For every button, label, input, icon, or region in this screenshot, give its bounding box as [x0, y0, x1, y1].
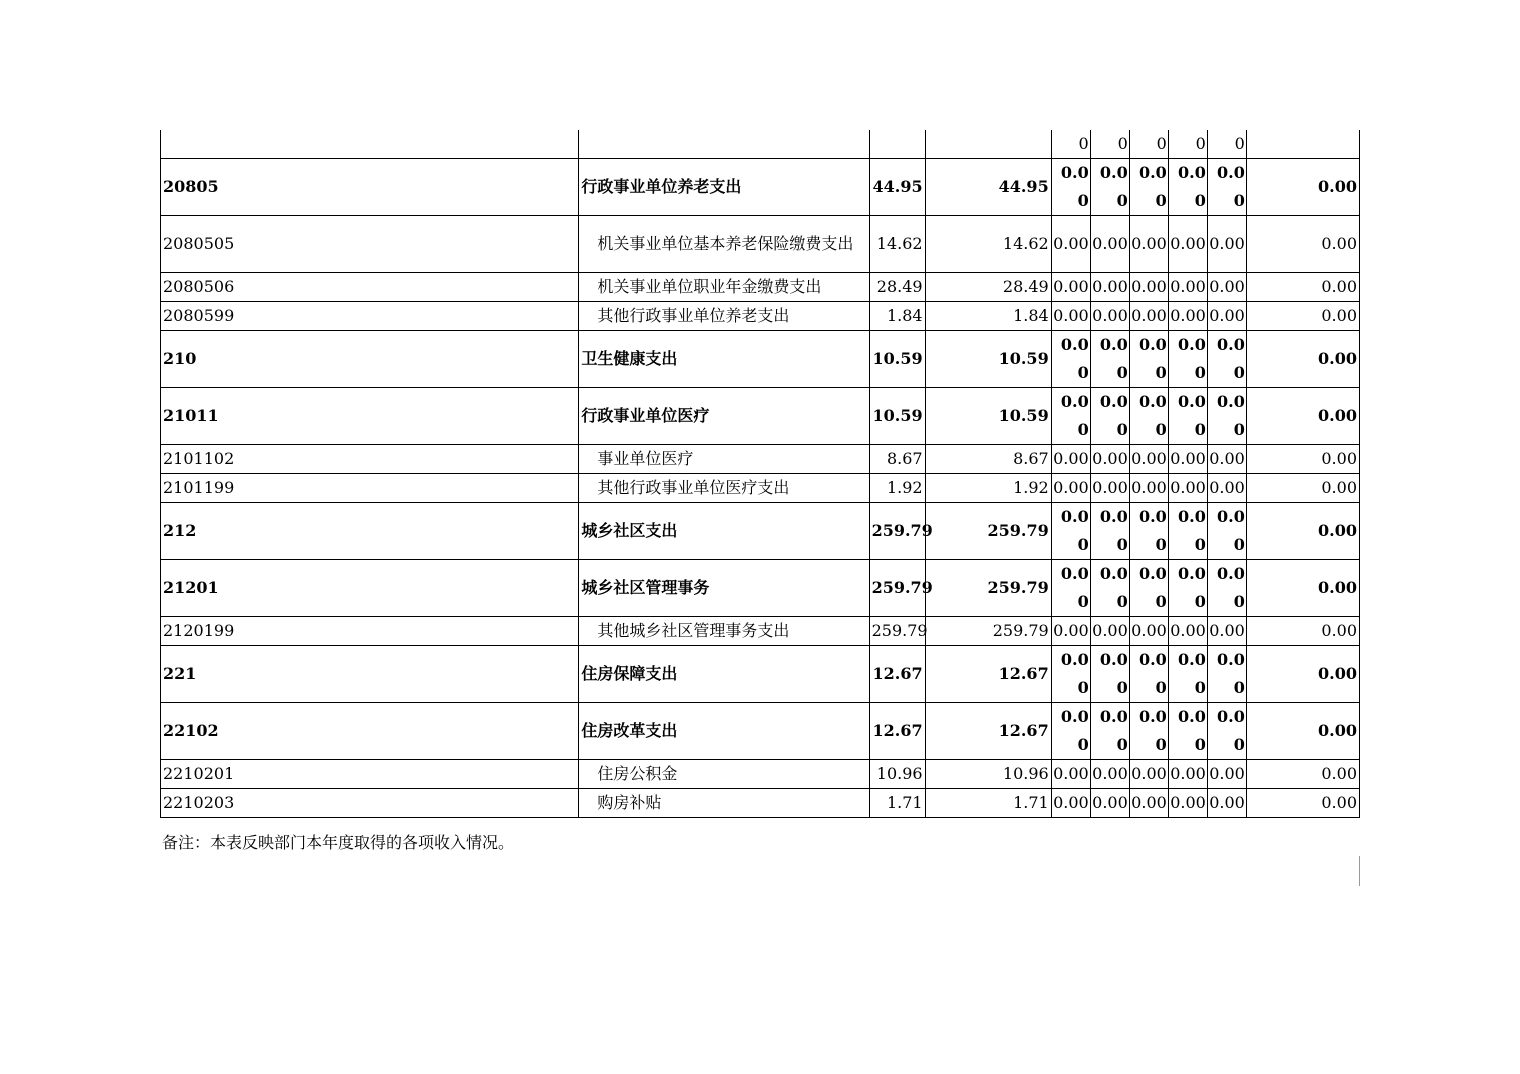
cell-code: 2101199: [161, 474, 579, 503]
cell-total: 44.95: [869, 159, 925, 216]
cell-c3: 0.00: [1129, 445, 1168, 474]
cell-basic: 12.67: [925, 703, 1051, 760]
cell-c4: 0.00: [1168, 560, 1207, 617]
cell-code: 2080505: [161, 216, 579, 273]
table-row: [161, 216, 1360, 273]
cell-basic: [925, 130, 1051, 159]
page-divider: [1359, 856, 1360, 886]
cell-c2: 0.00: [1090, 159, 1129, 216]
table-row: [161, 646, 1360, 703]
cell-c1: 0.00: [1051, 273, 1090, 302]
cell-c4: 0.00: [1168, 646, 1207, 703]
cell-c4: 0.00: [1168, 474, 1207, 503]
cell-last: 0.00: [1246, 617, 1359, 646]
cell-c5: 0.00: [1207, 789, 1246, 818]
table-row: [161, 273, 1360, 302]
table-row: [161, 474, 1360, 503]
cell-c5: 0.00: [1207, 617, 1246, 646]
cell-c3: 0.00: [1129, 789, 1168, 818]
cell-last: 0.00: [1246, 159, 1359, 216]
cell-last: 0.00: [1246, 216, 1359, 273]
cell-last: 0.00: [1246, 789, 1359, 818]
cell-c3: 0.00: [1129, 617, 1168, 646]
cell-c1: 0.00: [1051, 302, 1090, 331]
cell-c5: 0.00: [1207, 560, 1246, 617]
cell-name: 购房补贴: [579, 789, 869, 818]
cell-c3: 0.00: [1129, 273, 1168, 302]
budget-table: [160, 130, 1360, 818]
cell-c2: 0.00: [1090, 474, 1129, 503]
cell-total: 12.67: [869, 703, 925, 760]
cell-c5: 0.00: [1207, 646, 1246, 703]
cell-c4: 0.00: [1168, 789, 1207, 818]
cell-c4: 0.00: [1168, 445, 1207, 474]
cell-total: 1.92: [869, 474, 925, 503]
cell-c3: 0.00: [1129, 159, 1168, 216]
cell-basic: 259.79: [925, 560, 1051, 617]
cell-total: 28.49: [869, 273, 925, 302]
cell-total: 1.71: [869, 789, 925, 818]
cell-c1: 0.00: [1051, 474, 1090, 503]
cell-c4: 0: [1168, 130, 1207, 159]
cell-c4: 0.00: [1168, 216, 1207, 273]
table-row: [161, 445, 1360, 474]
cell-basic: 8.67: [925, 445, 1051, 474]
cell-c4: 0.00: [1168, 388, 1207, 445]
cell-c3: 0.00: [1129, 560, 1168, 617]
cell-code: 20805: [161, 159, 579, 216]
cell-name: 城乡社区管理事务: [579, 560, 869, 617]
cell-c5: 0.00: [1207, 331, 1246, 388]
cell-basic: 259.79: [925, 503, 1051, 560]
cell-c2: 0.00: [1090, 760, 1129, 789]
cell-c2: 0: [1090, 130, 1129, 159]
cell-c1: 0.00: [1051, 646, 1090, 703]
cell-c1: 0.00: [1051, 388, 1090, 445]
cell-c2: 0.00: [1090, 445, 1129, 474]
cell-c1: 0.00: [1051, 617, 1090, 646]
cell-c2: 0.00: [1090, 331, 1129, 388]
cell-basic: 12.67: [925, 646, 1051, 703]
cell-last: 0.00: [1246, 646, 1359, 703]
cell-last: 0.00: [1246, 703, 1359, 760]
cell-c3: 0.00: [1129, 760, 1168, 789]
cell-c1: 0.00: [1051, 216, 1090, 273]
cell-c2: 0.00: [1090, 388, 1129, 445]
cell-total: 259.79: [869, 617, 925, 646]
cell-basic: 1.92: [925, 474, 1051, 503]
cell-total: [869, 130, 925, 159]
cell-basic: 28.49: [925, 273, 1051, 302]
cell-c3: 0.00: [1129, 503, 1168, 560]
cell-c2: 0.00: [1090, 703, 1129, 760]
cell-last: 0.00: [1246, 302, 1359, 331]
cell-name: 其他行政事业单位医疗支出: [579, 474, 869, 503]
cell-last: 0.00: [1246, 445, 1359, 474]
cell-c1: 0.00: [1051, 445, 1090, 474]
cell-last: 0.00: [1246, 273, 1359, 302]
table-row: [161, 703, 1360, 760]
table-row: [161, 760, 1360, 789]
cell-code: 2101102: [161, 445, 579, 474]
cell-c4: 0.00: [1168, 273, 1207, 302]
cell-code: 21201: [161, 560, 579, 617]
table-row: [161, 617, 1360, 646]
cell-name: 机关事业单位基本养老保险缴费支出: [579, 216, 869, 273]
cell-last: 0.00: [1246, 388, 1359, 445]
cell-name: 住房保障支出: [579, 646, 869, 703]
cell-name: 其他行政事业单位养老支出: [579, 302, 869, 331]
cell-total: 259.79: [869, 560, 925, 617]
cell-c5: 0.00: [1207, 273, 1246, 302]
cell-last: 0.00: [1246, 331, 1359, 388]
cell-code: 2120199: [161, 617, 579, 646]
cell-name: 住房公积金: [579, 760, 869, 789]
cell-code: 221: [161, 646, 579, 703]
cell-c1: 0: [1051, 130, 1090, 159]
cell-c5: 0.00: [1207, 703, 1246, 760]
cell-name: 行政事业单位医疗: [579, 388, 869, 445]
cell-code: 212: [161, 503, 579, 560]
cell-code: [161, 130, 579, 159]
budget-table-body: [161, 130, 1360, 818]
cell-c4: 0.00: [1168, 760, 1207, 789]
cell-c4: 0.00: [1168, 302, 1207, 331]
cell-basic: 1.84: [925, 302, 1051, 331]
table-row: [161, 503, 1360, 560]
cell-c2: 0.00: [1090, 789, 1129, 818]
cell-c2: 0.00: [1090, 302, 1129, 331]
cell-c2: 0.00: [1090, 617, 1129, 646]
cell-basic: 1.71: [925, 789, 1051, 818]
cell-c4: 0.00: [1168, 617, 1207, 646]
cell-c3: 0.00: [1129, 302, 1168, 331]
cell-total: 259.79: [869, 503, 925, 560]
cell-c4: 0.00: [1168, 331, 1207, 388]
cell-basic: 10.59: [925, 331, 1051, 388]
cell-basic: 44.95: [925, 159, 1051, 216]
cell-total: 1.84: [869, 302, 925, 331]
cell-c3: 0.00: [1129, 703, 1168, 760]
cell-last: 0.00: [1246, 760, 1359, 789]
cell-basic: 10.59: [925, 388, 1051, 445]
cell-last: 0.00: [1246, 560, 1359, 617]
cell-c1: 0.00: [1051, 560, 1090, 617]
cell-last: [1246, 130, 1359, 159]
cell-name: 卫生健康支出: [579, 331, 869, 388]
cell-c3: 0.00: [1129, 331, 1168, 388]
cell-c2: 0.00: [1090, 503, 1129, 560]
cell-name: 城乡社区支出: [579, 503, 869, 560]
cell-c1: 0.00: [1051, 503, 1090, 560]
table-row: [161, 331, 1360, 388]
cell-c5: 0.00: [1207, 474, 1246, 503]
cell-name: 行政事业单位养老支出: [579, 159, 869, 216]
cell-c5: 0.00: [1207, 503, 1246, 560]
cell-code: 22102: [161, 703, 579, 760]
cell-c5: 0.00: [1207, 388, 1246, 445]
cell-name: 机关事业单位职业年金缴费支出: [579, 273, 869, 302]
cell-name: 事业单位医疗: [579, 445, 869, 474]
cell-c5: 0.00: [1207, 302, 1246, 331]
table-row: [161, 159, 1360, 216]
cell-c2: 0.00: [1090, 560, 1129, 617]
cell-c5: 0.00: [1207, 216, 1246, 273]
cell-code: 2080506: [161, 273, 579, 302]
table-row: [161, 302, 1360, 331]
cell-code: 2080599: [161, 302, 579, 331]
cell-c2: 0.00: [1090, 273, 1129, 302]
table-row: [161, 560, 1360, 617]
cell-c1: 0.00: [1051, 703, 1090, 760]
cell-basic: 259.79: [925, 617, 1051, 646]
cell-c2: 0.00: [1090, 646, 1129, 703]
cell-basic: 14.62: [925, 216, 1051, 273]
cell-code: 2210203: [161, 789, 579, 818]
cell-c5: 0: [1207, 130, 1246, 159]
cell-name: [579, 130, 869, 159]
cell-basic: 10.96: [925, 760, 1051, 789]
table-row: [161, 130, 1360, 159]
cell-c2: 0.00: [1090, 216, 1129, 273]
cell-code: 21011: [161, 388, 579, 445]
cell-code: 2210201: [161, 760, 579, 789]
table-row: [161, 388, 1360, 445]
cell-c3: 0.00: [1129, 216, 1168, 273]
cell-c1: 0.00: [1051, 331, 1090, 388]
cell-c1: 0.00: [1051, 789, 1090, 818]
cell-c3: 0.00: [1129, 474, 1168, 503]
cell-last: 0.00: [1246, 474, 1359, 503]
cell-c3: 0.00: [1129, 646, 1168, 703]
cell-c4: 0.00: [1168, 703, 1207, 760]
cell-c3: 0: [1129, 130, 1168, 159]
cell-name: 其他城乡社区管理事务支出: [579, 617, 869, 646]
cell-total: 12.67: [869, 646, 925, 703]
cell-last: 0.00: [1246, 503, 1359, 560]
cell-total: 14.62: [869, 216, 925, 273]
cell-c5: 0.00: [1207, 445, 1246, 474]
cell-c4: 0.00: [1168, 503, 1207, 560]
table-note: 备注：本表反映部门本年度取得的各项收入情况。: [162, 833, 515, 852]
cell-c5: 0.00: [1207, 159, 1246, 216]
table-row: [161, 789, 1360, 818]
cell-c3: 0.00: [1129, 388, 1168, 445]
cell-c1: 0.00: [1051, 760, 1090, 789]
cell-total: 8.67: [869, 445, 925, 474]
cell-total: 10.59: [869, 331, 925, 388]
cell-c4: 0.00: [1168, 159, 1207, 216]
cell-code: 210: [161, 331, 579, 388]
cell-c1: 0.00: [1051, 159, 1090, 216]
cell-total: 10.96: [869, 760, 925, 789]
cell-c5: 0.00: [1207, 760, 1246, 789]
cell-total: 10.59: [869, 388, 925, 445]
cell-name: 住房改革支出: [579, 703, 869, 760]
